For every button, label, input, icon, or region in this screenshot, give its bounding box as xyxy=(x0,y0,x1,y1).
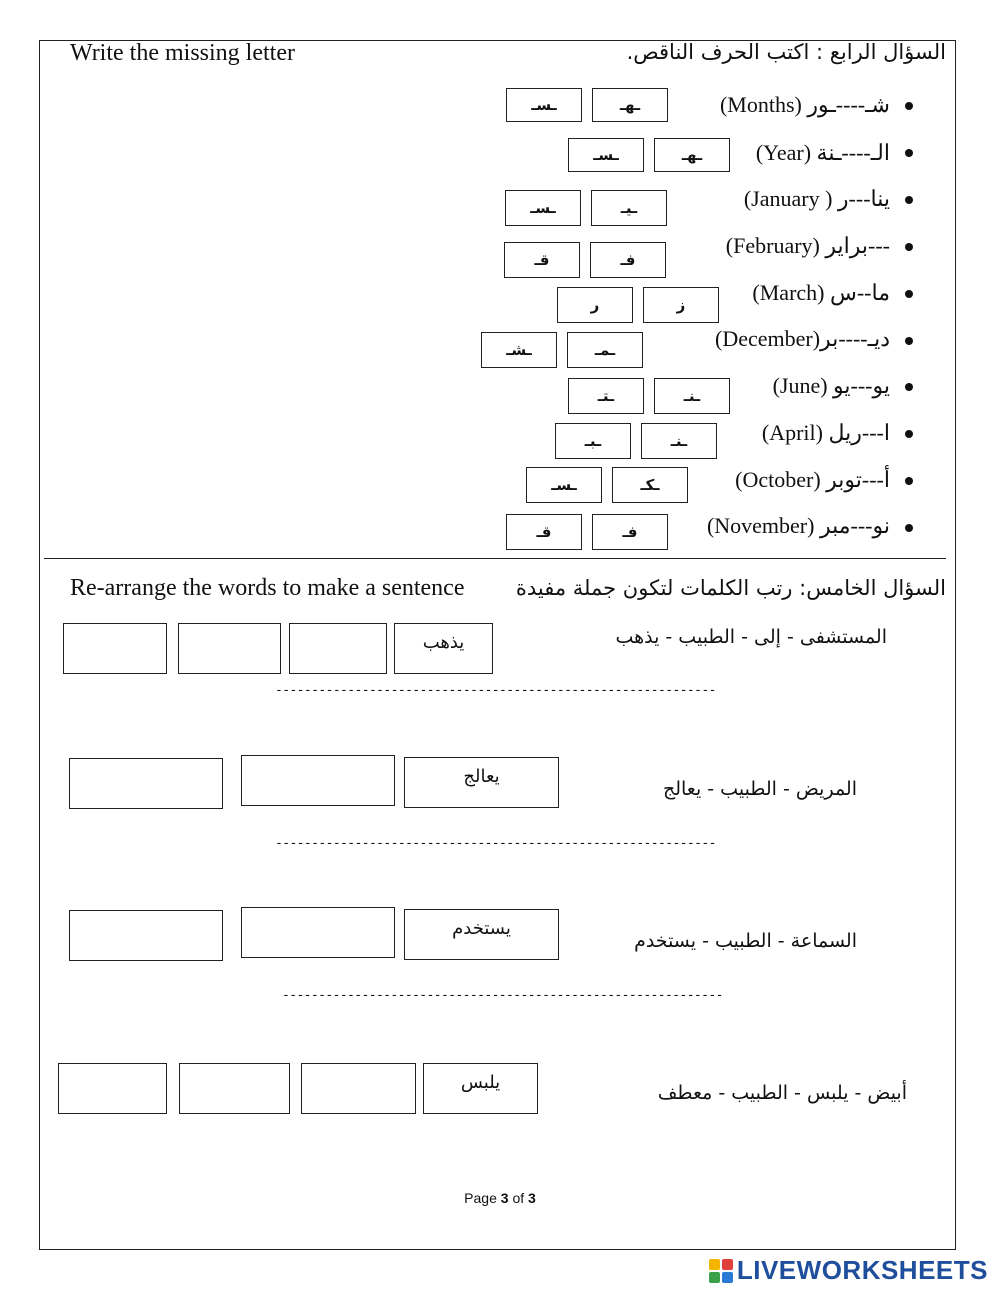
letter-option-box[interactable]: فـ xyxy=(590,242,666,278)
q4-row-text: ينا---ر ( January) xyxy=(743,186,890,211)
q4-row-text: أ---توبر (October) xyxy=(735,467,890,492)
bullet-icon xyxy=(905,102,913,110)
letter-option-box[interactable]: قـ xyxy=(506,514,582,550)
bullet-icon xyxy=(905,243,913,251)
q4-row-text: ديـ----بر(December) xyxy=(715,326,890,351)
letter-option-box[interactable]: ـتـ xyxy=(568,378,644,414)
scrambled-words: أبيض - يلبس - الطبيب - معطف xyxy=(657,1082,907,1104)
letter-option-box[interactable]: ـهـ xyxy=(654,138,730,172)
letter-option-box[interactable]: فـ xyxy=(592,514,668,550)
q4-row-text: ---براير (February) xyxy=(725,233,890,258)
letter-option-box[interactable]: ـكـ xyxy=(612,467,688,503)
answer-box-filled[interactable]: يذهب xyxy=(394,623,493,674)
bullet-icon xyxy=(905,430,913,438)
letter-option-box[interactable]: ـسـ xyxy=(505,190,581,226)
q4-row-text: الـ----ـنة (Year) xyxy=(755,140,890,165)
answer-box[interactable] xyxy=(179,1063,290,1114)
letter-option-box[interactable]: ـمـ xyxy=(567,332,643,368)
page-total: 3 xyxy=(528,1190,536,1206)
answer-box-filled[interactable]: يلبس xyxy=(423,1063,538,1114)
letter-option-box[interactable]: ـشـ xyxy=(481,332,557,368)
brand-name: LIVEWORKSHEETS xyxy=(736,1255,988,1285)
answer-box[interactable] xyxy=(63,623,167,674)
letter-option-box[interactable]: قـ xyxy=(504,242,580,278)
page-prefix: Page xyxy=(464,1190,501,1206)
q5-title-en: Re-arrange the words to make a sentence xyxy=(70,575,465,601)
answer-line: ------------------------------------------------------------- xyxy=(275,836,716,851)
q4-title-en: Write the missing letter xyxy=(70,40,295,66)
letter-option-box[interactable]: ـسـ xyxy=(526,467,602,503)
q4-row-text: ا---ريل (April) xyxy=(761,420,890,445)
letter-option-box[interactable]: ـيـ xyxy=(591,190,667,226)
letter-option-box[interactable]: ـسـ xyxy=(568,138,644,172)
bullet-icon xyxy=(905,383,913,391)
letter-option-box[interactable]: ـسـ xyxy=(506,88,582,122)
bullet-icon xyxy=(905,149,913,157)
answer-box[interactable] xyxy=(69,758,223,809)
answer-box[interactable] xyxy=(241,907,395,958)
page-current: 3 xyxy=(500,1190,509,1206)
section-divider xyxy=(44,558,946,559)
scrambled-words: المستشفى - إلى - الطبيب - يذهب xyxy=(615,626,887,648)
answer-box[interactable] xyxy=(289,623,387,674)
logo-grid-icon xyxy=(709,1259,733,1283)
q4-row-text: نو---مبر (November) xyxy=(706,513,890,538)
answer-box-filled[interactable]: يستخدم xyxy=(404,909,559,960)
answer-box[interactable] xyxy=(69,910,223,961)
q5-title-ar: السؤال الخامس: رتب الكلمات لتكون جملة مفيدة xyxy=(515,576,946,600)
bullet-icon xyxy=(905,524,913,532)
letter-option-box[interactable]: ر xyxy=(557,287,633,323)
bullet-icon xyxy=(905,477,913,485)
bullet-icon xyxy=(905,290,913,298)
answer-box[interactable] xyxy=(58,1063,167,1114)
scrambled-words: المريض - الطبيب - يعالج xyxy=(662,778,857,800)
q4-title-ar: السؤال الرابع : اكتب الحرف الناقص. xyxy=(626,40,946,64)
liveworksheets-logo xyxy=(709,1255,988,1286)
page-middle: of xyxy=(508,1190,529,1206)
answer-box[interactable] xyxy=(178,623,281,674)
answer-line: ------------------------------------------------------------- xyxy=(282,988,723,1003)
q4-row-text: شـ----ـور (Months) xyxy=(719,92,890,117)
page-number xyxy=(0,1190,1000,1206)
answer-box-filled[interactable]: يعالج xyxy=(404,757,559,808)
q4-row-text: يو---يو (June) xyxy=(772,373,890,398)
letter-option-box[interactable]: ـنـ xyxy=(641,423,717,459)
letter-option-box[interactable]: ـبـ xyxy=(555,423,631,459)
answer-box[interactable] xyxy=(241,755,395,806)
answer-box[interactable] xyxy=(301,1063,416,1114)
answer-line: ------------------------------------------------------------- xyxy=(275,683,716,698)
letter-option-box[interactable]: ـنـ xyxy=(654,378,730,414)
letter-option-box[interactable]: ز xyxy=(643,287,719,323)
bullet-icon xyxy=(905,337,913,345)
letter-option-box[interactable]: ـهـ xyxy=(592,88,668,122)
q4-row-text: ما--س (March) xyxy=(752,280,890,305)
scrambled-words: السماعة - الطبيب - يستخدم xyxy=(634,930,857,952)
bullet-icon xyxy=(905,196,913,204)
